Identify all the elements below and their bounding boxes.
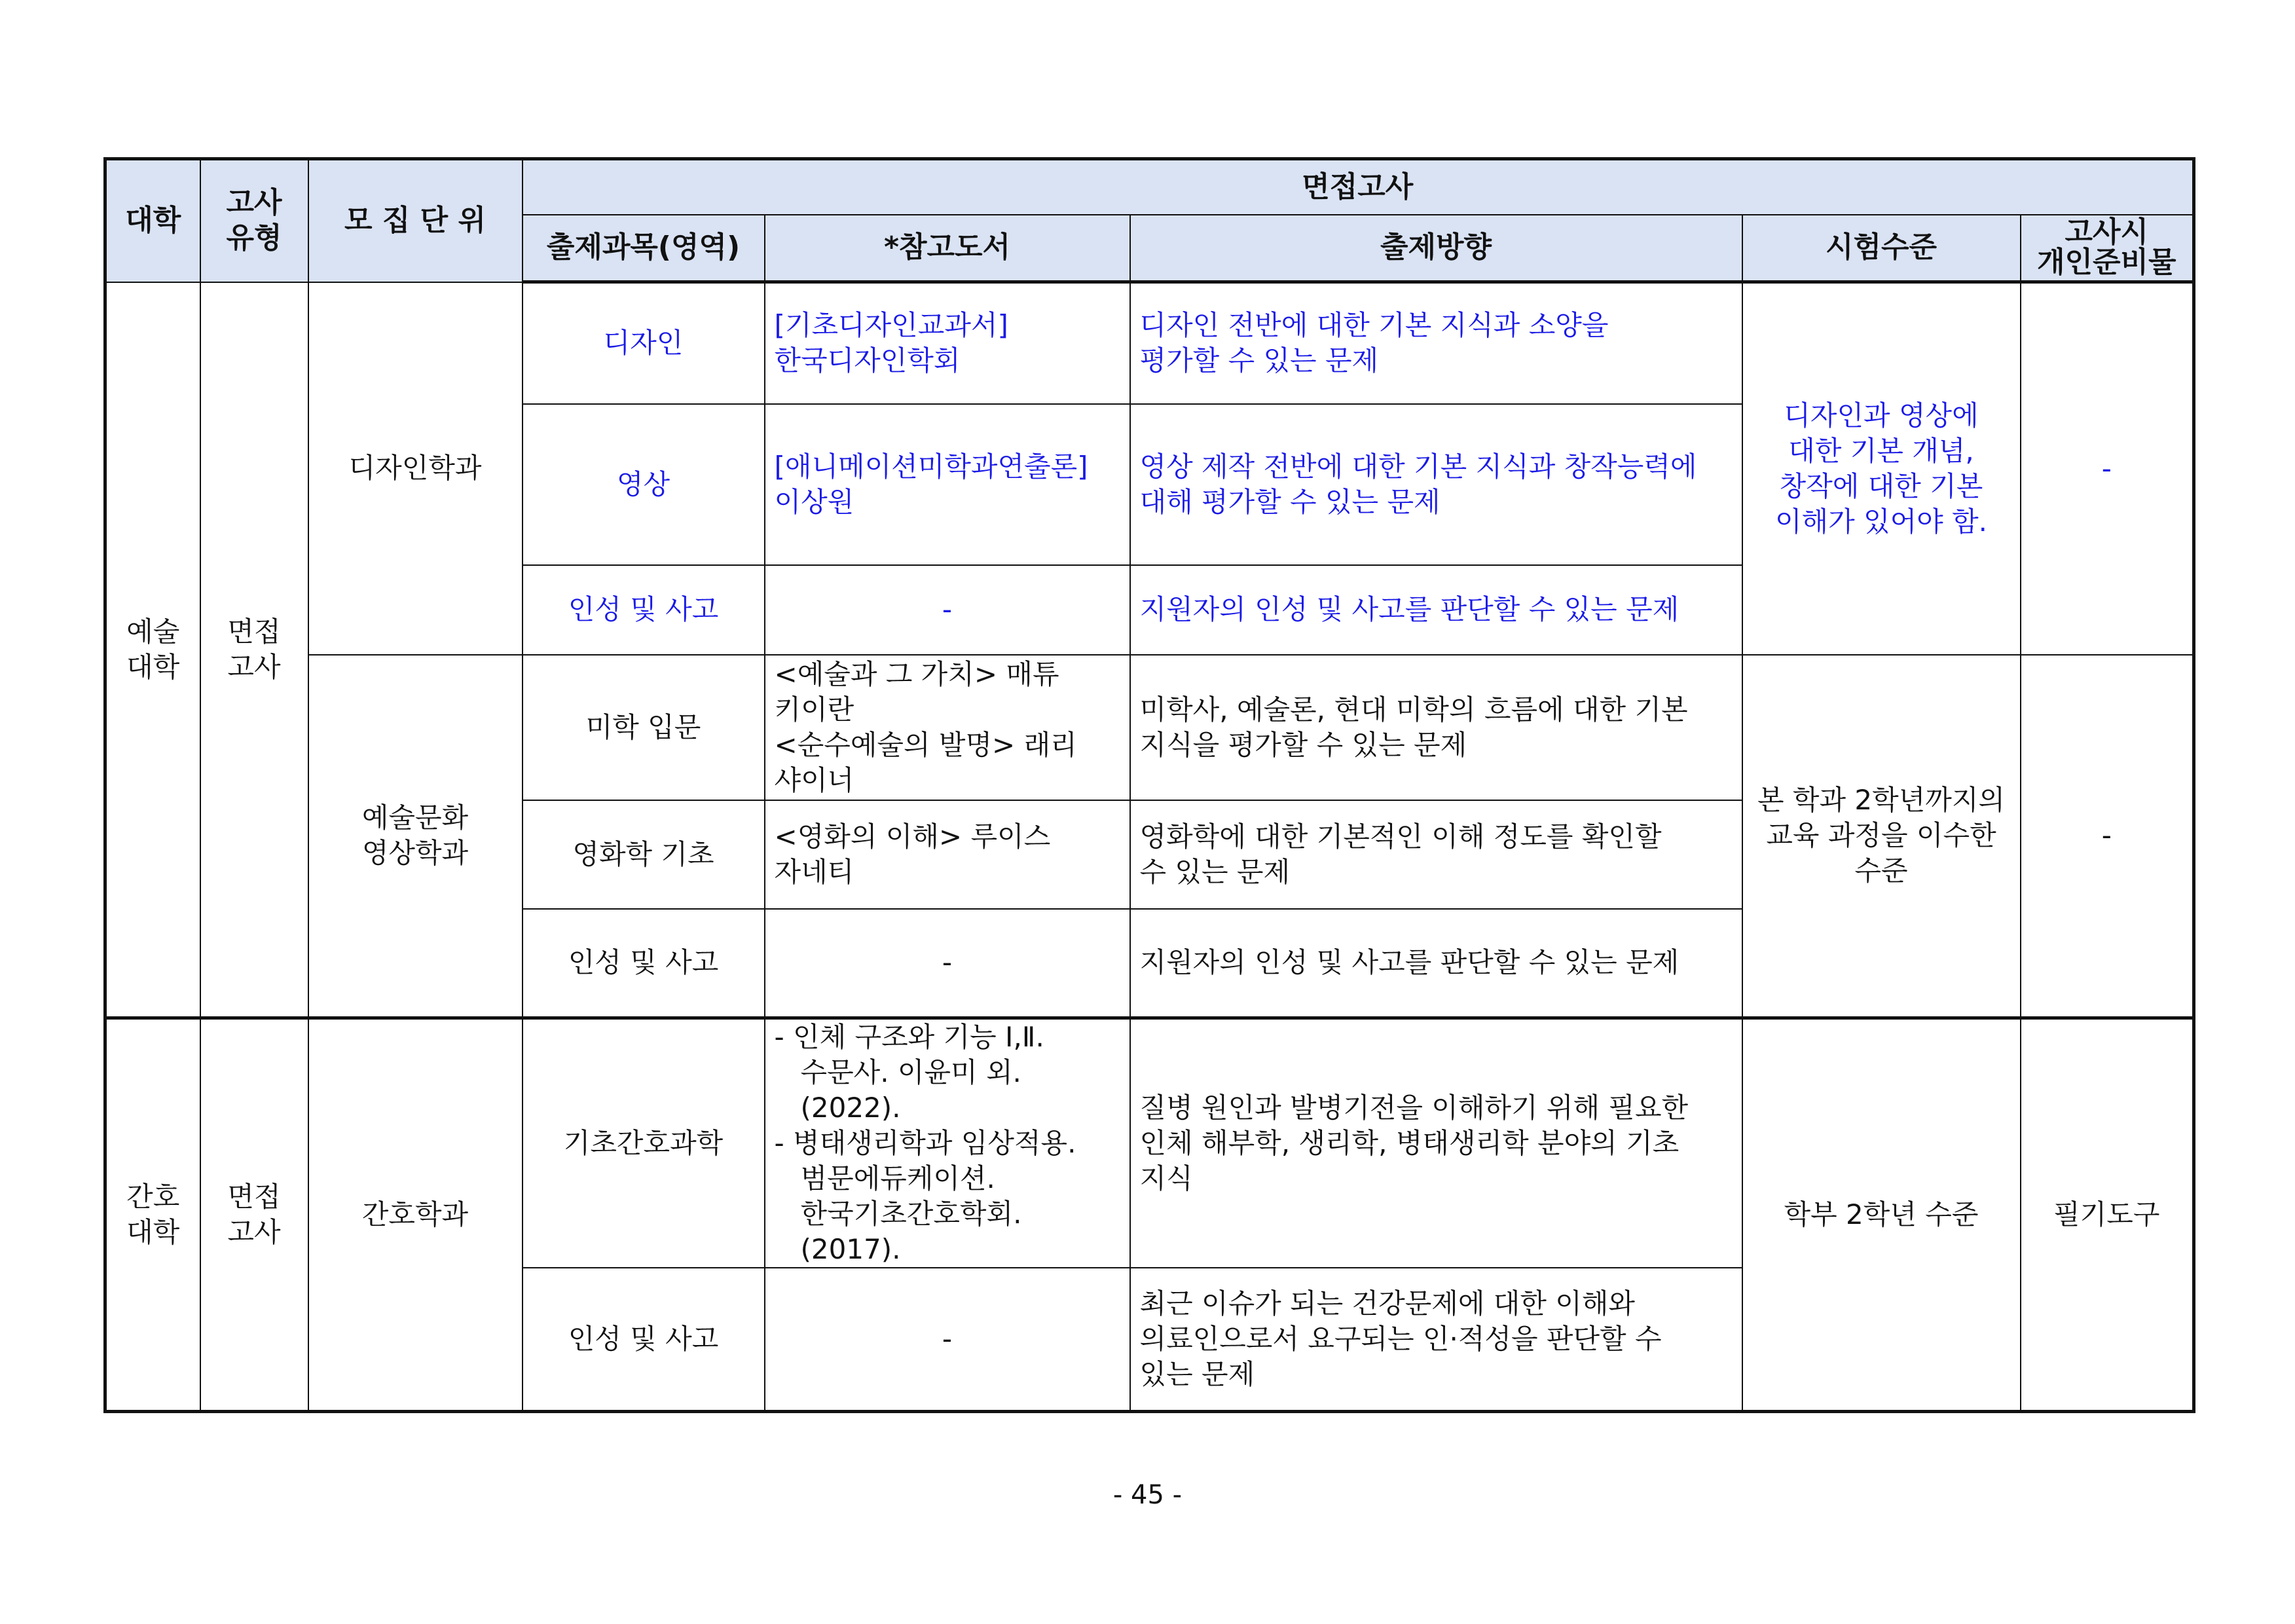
header-unit: 모 집 단 위 — [308, 159, 523, 282]
header-subject: 출제과목(영역) — [523, 215, 765, 282]
department-cell: 예술문화 영상학과 — [308, 655, 523, 1018]
reference-cell — [765, 1018, 1130, 1268]
reference-cell: <영화의 이해> 루이스 자네티 — [765, 800, 1130, 909]
subject-cell: 영화학 기초 — [523, 800, 765, 909]
direction-cell: 디자인 전반에 대한 기본 지식과 소양을 평가할 수 있는 문제 — [1130, 282, 1742, 404]
reference-cell: [기초디자인교과서] 한국디자인학회 — [765, 282, 1130, 404]
direction-cell: 영상 제작 전반에 대한 기본 지식과 창작능력에 대해 평가할 수 있는 문제 — [1130, 404, 1742, 565]
department-cell: 디자인학과 — [308, 282, 523, 655]
reference-cell: - — [765, 1268, 1130, 1411]
department-cell: 간호학과 — [308, 1018, 523, 1412]
header-interview: 면접고사 — [523, 159, 2194, 215]
reference-cell: <예술과 그 가치> 매튜 키이란 <순수예술의 발명> 래리 샤이너 — [765, 655, 1130, 800]
admission-interview-table — [103, 157, 2195, 1413]
subject-cell: 미학 입문 — [523, 655, 765, 800]
subject-cell: 인성 및 사고 — [523, 909, 765, 1018]
reference-cell: - — [765, 909, 1130, 1018]
direction-cell: 미학사, 예술론, 현대 미학의 흐름에 대한 기본 지식을 평가할 수 있는 문제 — [1130, 655, 1742, 800]
exam-type-cell: 면접 고사 — [200, 282, 308, 1018]
header-prep: 고사시 개인준비물 — [2021, 215, 2194, 282]
direction-cell: 지원자의 인성 및 사고를 판단할 수 있는 문제 — [1130, 565, 1742, 655]
univ-cell: 간호 대학 — [105, 1018, 200, 1412]
level-cell: 디자인과 영상에 대한 기본 개념, 창작에 대한 기본 이해가 있어야 함. — [1742, 282, 2021, 655]
header-reference: *참고도서 — [765, 215, 1130, 282]
univ-cell: 예술 대학 — [105, 282, 200, 1018]
reference-list-item: - 인체 구조와 기능 Ⅰ,Ⅱ. 수문사. 이윤미 외.(2022). — [774, 1021, 1044, 1124]
direction-cell: 영화학에 대한 기본적인 이해 정도를 확인할 수 있는 문제 — [1130, 800, 1742, 909]
direction-cell: 지원자의 인성 및 사고를 판단할 수 있는 문제 — [1130, 909, 1742, 1018]
header-exam-type: 고사 유형 — [200, 159, 308, 282]
level-cell: 본 학과 2학년까지의 교육 과정을 이수한 수준 — [1742, 655, 2021, 1018]
subject-cell: 인성 및 사고 — [523, 1268, 765, 1411]
reference-list — [775, 1020, 1120, 1267]
prep-cell: - — [2021, 282, 2194, 655]
exam-type-cell: 면접 고사 — [200, 1018, 308, 1412]
direction-cell: 최근 이슈가 되는 건강문제에 대한 이해와 의료인으로서 요구되는 인·적성을 판단할 수 있는 문제 — [1130, 1268, 1742, 1411]
reference-list-item: - 병태생리학과 임상적용. 범문에듀케이션. 한국기초간호학회.(2017). — [774, 1127, 1076, 1265]
prep-cell: - — [2021, 655, 2194, 1018]
direction-cell: 질병 원인과 발병기전을 이해하기 위해 필요한 인체 해부학, 생리학, 병태생리학 분야의 기초 지식 — [1130, 1018, 1742, 1268]
header-univ: 대학 — [105, 159, 200, 282]
reference-cell: [애니메이션미학과연출론] 이상원 — [765, 404, 1130, 565]
page-number: - 45 - — [1112, 1480, 1183, 1510]
reference-cell: - — [765, 565, 1130, 655]
subject-cell: 인성 및 사고 — [523, 565, 765, 655]
prep-cell: 필기도구 — [2021, 1018, 2194, 1412]
subject-cell: 기초간호과학 — [523, 1018, 765, 1268]
subject-cell: 디자인 — [523, 282, 765, 404]
header-level: 시험수준 — [1742, 215, 2021, 282]
subject-cell: 영상 — [523, 404, 765, 565]
header-direction: 출제방향 — [1130, 215, 1742, 282]
level-cell: 학부 2학년 수준 — [1742, 1018, 2021, 1412]
